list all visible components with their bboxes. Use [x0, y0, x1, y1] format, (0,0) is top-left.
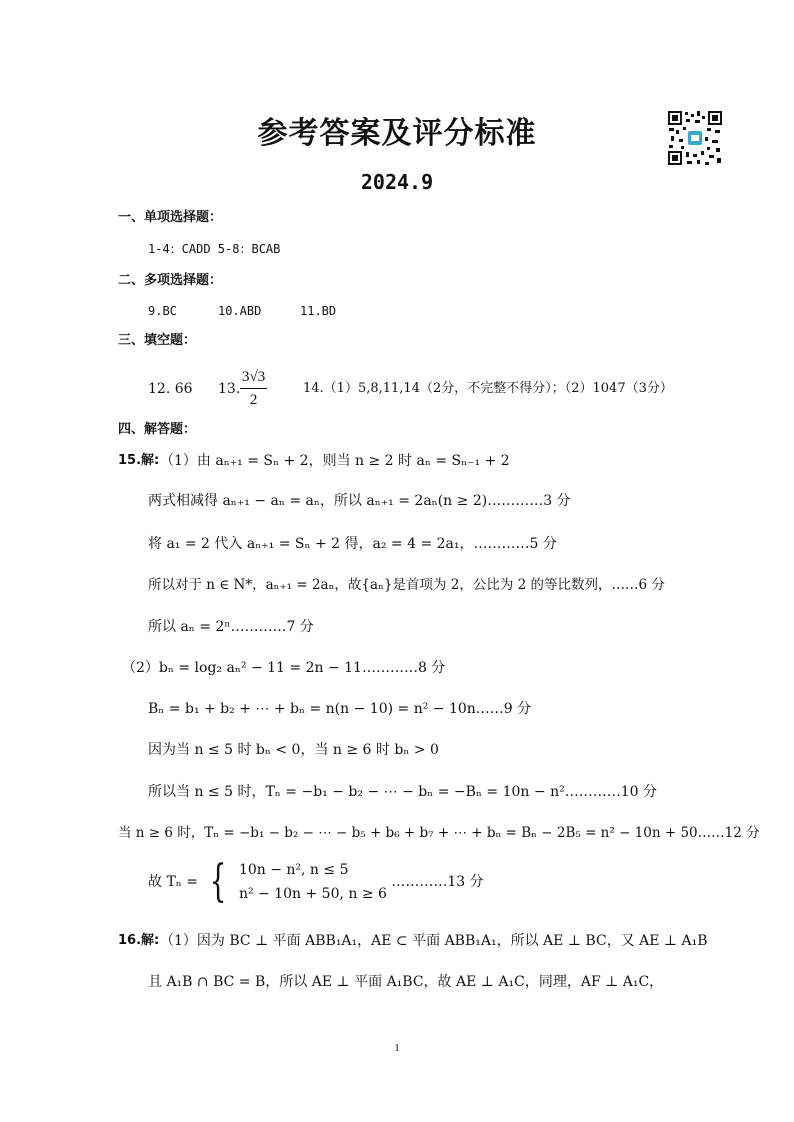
q15-piecewise [148, 858, 484, 906]
page-number: 1 [394, 1042, 400, 1054]
single-choice-answers: 1-4：CADD 5-8：BCAB [148, 242, 281, 256]
q15-line-6: （2）bₙ = log₂ aₙ² − 11 = 2n − 11…………8 分 [122, 660, 446, 676]
q16-line-1: （1）因为 BC ⊥ 平面 ABB₁A₁，AE ⊂ 平面 ABB₁A₁，所以 AE ⊥ BC，又 AE ⊥ A₁B [160, 933, 708, 949]
piecewise-case-1: 10n − n², n ≤ 5 [238, 862, 349, 878]
piecewise-cases [239, 858, 387, 906]
fraction-denominator: 2 [249, 392, 258, 408]
multi-choice-q11: 11.BD [300, 304, 337, 318]
fill-blank-q14: 14.（1）5,8,11,14（2分，不完整不得分）；（2）1047（3分） [303, 381, 673, 396]
fill-blank-q13-fraction [240, 366, 267, 411]
fill-blank-q12: 12. 66 [148, 381, 193, 397]
q15-line-8: 因为当 n ≤ 5 时 bₙ < 0，当 n ≥ 6 时 bₙ > 0 [148, 742, 439, 758]
piecewise-case-2: n² − 10n + 50, n ≥ 6 [238, 886, 387, 902]
q15-line-7: Bₙ = b₁ + b₂ + ⋯ + bₙ = n(n − 10) = n² − 10n……9 分 [148, 701, 532, 717]
multi-choice-q10: 10.ABD [218, 304, 262, 318]
q15-line-5: 所以 aₙ = 2ⁿ…………7 分 [148, 619, 314, 635]
q16-line-2: 且 A₁B ∩ BC = B，所以 AE ⊥ 平面 A₁BC，故 AE ⊥ A₁C，同理，AF ⊥ A₁C， [148, 974, 664, 990]
q15-line-9: 所以当 n ≤ 5 时，Tₙ = −b₁ − b₂ − ⋯ − bₙ = −Bₙ = 10n − n²…………10 分 [148, 784, 657, 800]
q15-line-2: 两式相减得 aₙ₊₁ − aₙ = aₙ，所以 aₙ₊₁ = 2aₙ(n ≥ 2)…………3 分 [148, 493, 571, 509]
q15-label: 15.解: [118, 453, 160, 468]
exam-date: 2024.9 [360, 170, 434, 194]
page-title: 参考答案及评分标准 [257, 116, 537, 151]
section-title-solutions: 四、解答题： [118, 422, 197, 437]
q16-label: 16.解: [118, 933, 160, 948]
q15-line-10: 当 n ≥ 6 时，Tₙ = −b₁ − b₂ − ⋯ − b₅ + b₆ + b₇ + ⋯ + bₙ = Bₙ − 2B₅ = n² − 10n + 50……12 分 [118, 825, 760, 841]
fraction-numerator: 3√3 [240, 366, 267, 389]
fill-blank-q13-label: 13. [218, 381, 241, 397]
multi-choice-q9: 9.BC [148, 304, 177, 318]
piecewise-score: …………13 分 [391, 874, 484, 890]
q15-line-4: 所以对于 n ∈ N*，aₙ₊₁ = 2aₙ，故{aₙ}是首项为 2，公比为 2 的等比数列，……6 分 [148, 577, 665, 593]
section-title-single-choice: 一、单项选择题： [118, 210, 223, 225]
qr-code-icon [667, 110, 723, 166]
section-title-multi-choice: 二、多项选择题： [118, 273, 223, 288]
piecewise-brace: { [210, 856, 227, 907]
q15-line-3: 将 a₁ = 2 代入 aₙ₊₁ = Sₙ + 2 得，a₂ = 4 = 2a₁，…………5 分 [148, 536, 557, 552]
piecewise-prefix: 故 Tₙ = [148, 874, 199, 890]
q15-line-1: （1）由 aₙ₊₁ = Sₙ + 2，则当 n ≥ 2 时 aₙ = Sₙ₋₁ + 2 [160, 453, 510, 469]
section-title-fill-blank: 三、填空题： [118, 333, 197, 348]
